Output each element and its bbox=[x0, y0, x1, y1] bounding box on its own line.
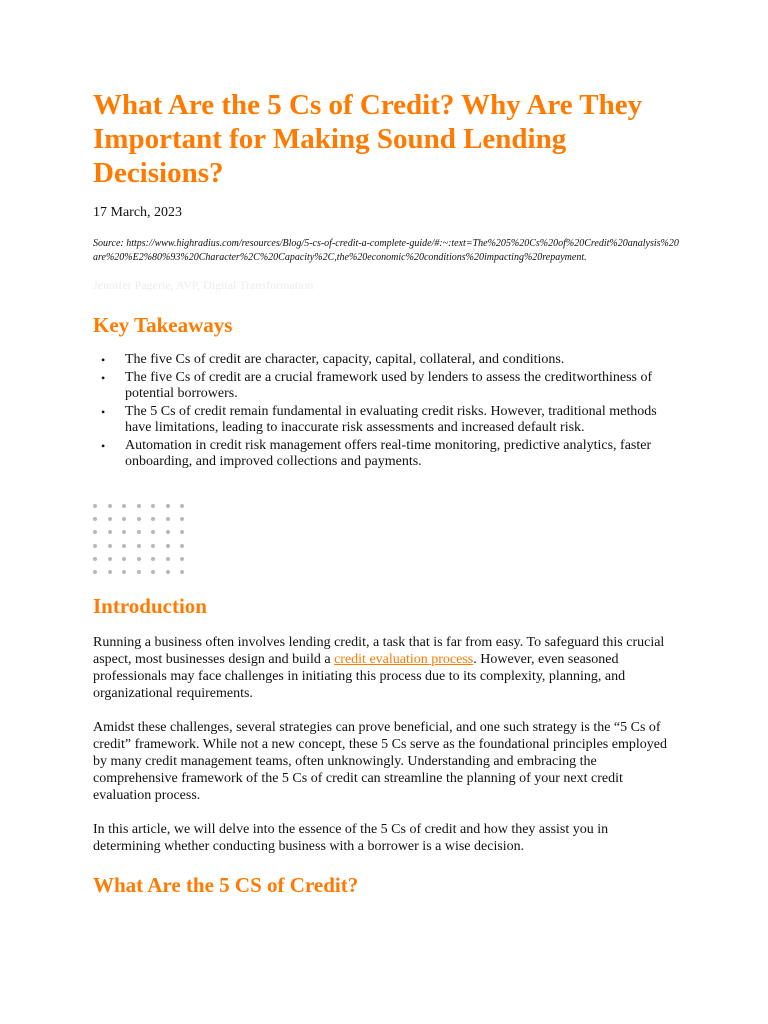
grid-dot bbox=[180, 517, 184, 521]
grid-dot bbox=[93, 504, 97, 508]
grid-dot bbox=[93, 557, 97, 561]
publish-date: 17 March, 2023 bbox=[93, 205, 183, 220]
grid-dot bbox=[137, 504, 141, 508]
grid-dot bbox=[195, 544, 196, 548]
grid-dot bbox=[151, 570, 155, 574]
grid-dot bbox=[108, 530, 112, 534]
grid-dot bbox=[195, 570, 196, 574]
grid-dot bbox=[151, 504, 155, 508]
intro-paragraph-2: Amidst these challenges, several strategies can prove beneficial, and one such strategy is the “5 Cs of credit” framework. While not a new concept, these 5 Cs serve as the foundational principles employed by many credit management teams, often unknowingly. Understanding and embracing the comprehensive framework of the 5 Cs of credit can streamline the planning of your next credit evaluation process. bbox=[93, 720, 667, 803]
grid-dot bbox=[195, 517, 196, 521]
grid-dot bbox=[166, 544, 170, 548]
grid-dot bbox=[137, 570, 141, 574]
grid-dot bbox=[151, 517, 155, 521]
grid-dot bbox=[137, 530, 141, 534]
grid-dot bbox=[93, 530, 97, 534]
list-item: • Automation in credit risk management offers real-time monitoring, predictive analytics, faster onboarding, and improved collections and payments. bbox=[101, 437, 652, 469]
grid-dot bbox=[108, 504, 112, 508]
grid-dot bbox=[151, 530, 155, 534]
grid-dot bbox=[151, 557, 155, 561]
grid-dot bbox=[122, 530, 126, 534]
grid-dot bbox=[93, 544, 97, 548]
grid-dot bbox=[166, 530, 170, 534]
grid-dot bbox=[93, 517, 97, 521]
intro-paragraph-3: In this article, we will delve into the essence of the 5 Cs of credit and how they assist you in determining whether conducting business with a borrower is a wise decision. bbox=[93, 822, 609, 854]
list-item: • The five Cs of credit are character, capacity, capital, collateral, and conditions. bbox=[101, 352, 565, 367]
grid-dot bbox=[122, 544, 126, 548]
source-citation: Source: https://www.highradius.com/resources/Blog/5-cs-of-credit-a-complete-guide/#:~:text=The%205%20Cs%20of%20Credit%20analysis%20are%20%E2%80%93%20Character%2C%20Capacity%2C,the%20economic%20conditions%20impacting%20repayment. bbox=[93, 238, 679, 263]
grid-dot bbox=[195, 557, 196, 561]
introduction-heading: Introduction bbox=[93, 594, 207, 618]
faded-author-text: Jennifer Pagerie, AVP, Digital Transformation bbox=[93, 278, 314, 292]
grid-dot bbox=[180, 570, 184, 574]
grid-dot bbox=[166, 504, 170, 508]
grid-dot bbox=[122, 570, 126, 574]
list-item: • The 5 Cs of credit remain fundamental in evaluating credit risks. However, traditional methods have limitations, leading to inaccurate risk assessments and increased default risk. bbox=[101, 403, 657, 435]
key-takeaways-list bbox=[93, 352, 678, 472]
page-title: What Are the 5 Cs of Credit? Why Are They Important for Making Sound Lending Decisions? bbox=[93, 89, 643, 189]
grid-dot bbox=[195, 504, 196, 508]
grid-dot bbox=[151, 544, 155, 548]
grid-dot bbox=[166, 570, 170, 574]
grid-dot bbox=[180, 504, 184, 508]
intro-paragraph-1: Running a business often involves lending credit, a task that is far from easy. To safeguard this crucial aspect, most businesses design and build a credit evaluation process. However, even seasoned professionals may face challenges in initiating this process due to its complexity, planning, and organizational requirements. bbox=[93, 635, 665, 701]
grid-dot bbox=[137, 544, 141, 548]
grid-dot bbox=[108, 570, 112, 574]
dot-grid-icon bbox=[93, 500, 195, 578]
grid-dot bbox=[166, 557, 170, 561]
grid-dot bbox=[137, 517, 141, 521]
grid-dot bbox=[108, 557, 112, 561]
section-heading: What Are the 5 CS of Credit? bbox=[93, 873, 359, 897]
grid-dot bbox=[122, 504, 126, 508]
grid-dot bbox=[180, 557, 184, 561]
key-takeaways-heading: Key Takeaways bbox=[93, 313, 233, 337]
grid-dot bbox=[108, 517, 112, 521]
grid-dot bbox=[108, 544, 112, 548]
grid-dot bbox=[180, 544, 184, 548]
grid-dot bbox=[195, 530, 196, 534]
grid-dot bbox=[122, 517, 126, 521]
grid-dot bbox=[180, 530, 184, 534]
grid-dot bbox=[137, 557, 141, 561]
grid-dot bbox=[166, 517, 170, 521]
grid-dot bbox=[122, 557, 126, 561]
grid-dot bbox=[93, 570, 97, 574]
credit-evaluation-link[interactable]: credit evaluation process bbox=[334, 652, 474, 667]
list-item: • The five Cs of credit are a crucial framework used by lenders to assess the creditworthiness of potential borrowers. bbox=[101, 369, 653, 401]
